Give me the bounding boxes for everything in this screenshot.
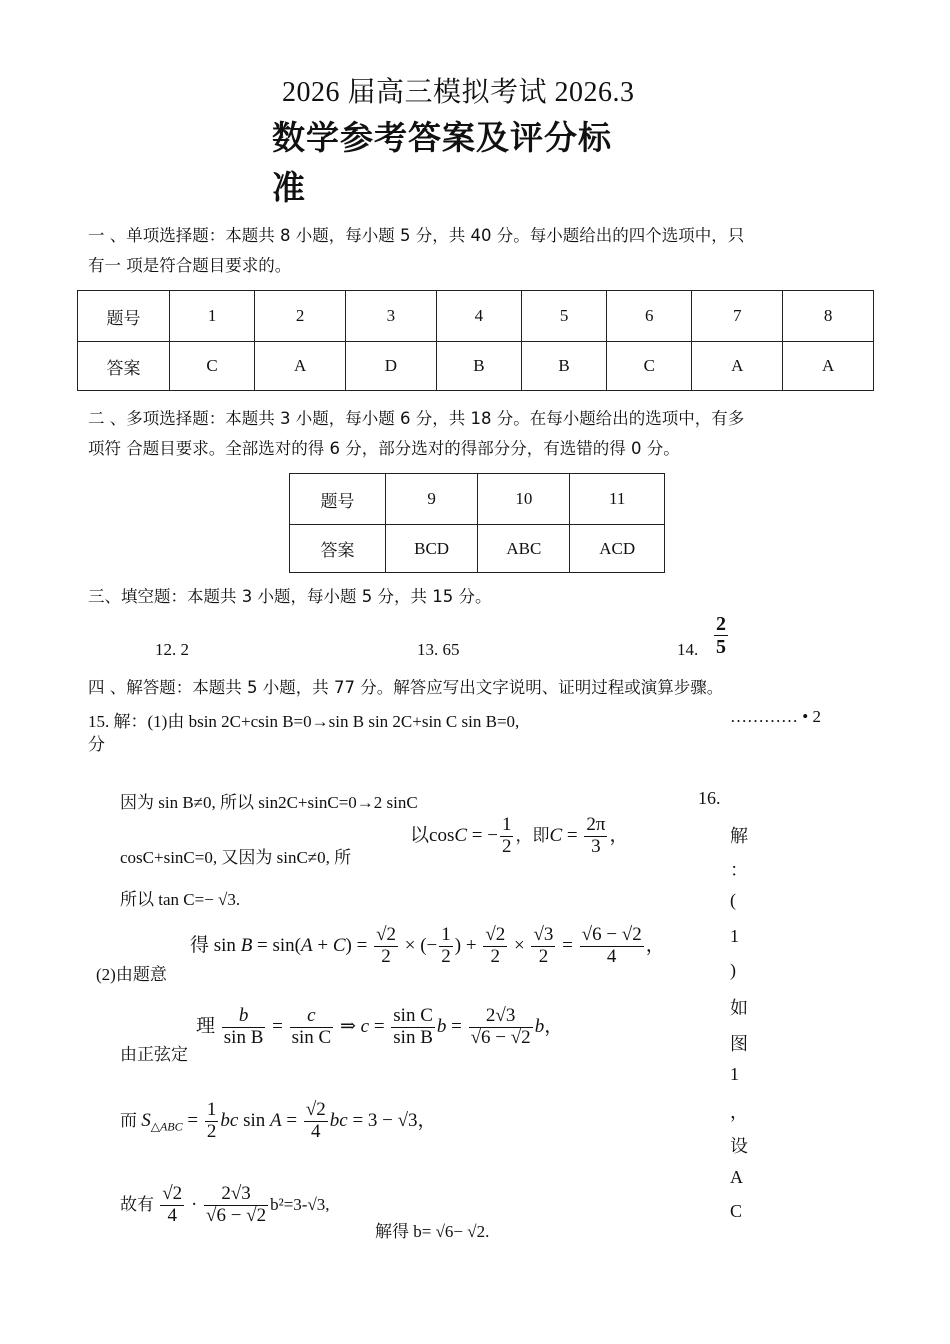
text-fragment: = − xyxy=(467,824,498,846)
text-fragment: ， xyxy=(645,934,665,956)
fraction-numerator: 1 xyxy=(501,814,512,835)
fraction-numerator: b xyxy=(222,1006,266,1028)
fraction-denominator: 5 xyxy=(716,636,726,658)
text-fragment: ) + xyxy=(454,934,482,956)
vertical-char: 1 xyxy=(730,926,739,946)
multi-choice-table xyxy=(289,473,665,573)
text-fragment: = xyxy=(557,934,578,956)
text-fragment: ⇒ xyxy=(335,1015,361,1037)
section1-heading: 一 、单项选择题：本题共 8 小题，每小题 5 分，共 40 分。每小题给出的四个选项中，只 xyxy=(88,226,745,245)
fraction-numerator: sin C xyxy=(393,1005,433,1026)
question-number: 8 xyxy=(783,291,874,342)
vertical-char: ) xyxy=(730,960,736,980)
vertical-char: 设 xyxy=(730,1136,748,1156)
question-number: 11 xyxy=(570,474,665,525)
fraction-numerator: 2 xyxy=(716,613,726,635)
question-number: 5 xyxy=(521,291,606,342)
answer-12: 12. 2 xyxy=(155,640,189,659)
text-fragment: = 3 − √3， xyxy=(347,1109,437,1131)
text-fragment: ) = xyxy=(345,934,373,956)
math-var: A xyxy=(270,1109,282,1131)
fraction-denominator: √6 − √2 xyxy=(470,1026,531,1048)
question-number: 4 xyxy=(436,291,521,342)
vertical-char: A xyxy=(730,1167,743,1187)
section1-heading-cont: 有一 项是符合题目要求的。 xyxy=(88,256,292,275)
question-number: 2 xyxy=(255,291,346,342)
fraction-denominator: 4 xyxy=(311,1120,321,1142)
solution15-line3: cosC+sinC=0, 又因为 sinC≠0, 所 xyxy=(120,848,352,867)
fraction-denominator: 2 xyxy=(490,945,501,967)
text-fragment: 故有 xyxy=(120,1194,159,1214)
question-number: 10 xyxy=(478,474,570,525)
answer-cell: C xyxy=(170,342,255,391)
exam-title: 2026 届高三模拟考试 2026.3 xyxy=(282,77,635,108)
fraction-numerator: 2√3 xyxy=(469,1006,533,1028)
fraction-numerator: √2 xyxy=(305,1099,326,1120)
math-var: c xyxy=(360,1015,370,1037)
question-number: 7 xyxy=(692,291,783,342)
vertical-char: 如 xyxy=(730,998,748,1018)
answer-label: 答案 xyxy=(290,525,386,573)
fraction-denominator: 2 xyxy=(501,835,512,857)
text-fragment: 以 xyxy=(410,824,430,846)
doc-title-cont: 准 xyxy=(272,168,305,207)
fraction-denominator: 2 xyxy=(538,945,549,967)
text-fragment: ，即 xyxy=(515,825,550,845)
answer-cell: B xyxy=(436,342,521,391)
vertical-char: C xyxy=(730,1201,743,1221)
section2-heading: 二 、多项选择题：本题共 3 小题，每小题 6 分，共 18 分。在每小题给出的选项中，有多 xyxy=(88,409,745,428)
vertical-char: ( xyxy=(730,890,736,910)
solution15-line1: 15. 解：(1)由 bsin 2C+csin B=0→sin B sin 2C+sin C sin B=0, xyxy=(88,712,520,731)
fraction-denominator: sin B xyxy=(223,1026,264,1048)
answer-13: 13. 65 xyxy=(417,640,460,659)
math-var: C xyxy=(549,824,563,846)
section2-heading-cont: 项符 合题目要求。全部选对的得 6 分，部分选对的得部分分，有选错的得 0 分。 xyxy=(88,439,680,458)
question-number: 1 xyxy=(170,291,255,342)
math-var: bc xyxy=(220,1109,239,1131)
fraction-denominator: 2 xyxy=(441,945,451,967)
fraction-denominator: 4 xyxy=(606,945,617,967)
math-var: b xyxy=(534,1015,545,1037)
text-fragment: × (− xyxy=(400,934,438,956)
area-equation xyxy=(120,1100,437,1143)
subscript: △ABC xyxy=(150,1119,183,1134)
text-fragment: + xyxy=(312,934,333,956)
score-unit: 分 xyxy=(88,735,105,754)
math-var: C xyxy=(332,934,346,956)
text-fragment: = xyxy=(369,1015,390,1037)
solution15-line4: 所以 tan C=− √3. xyxy=(120,890,241,909)
fraction-numerator: √2 xyxy=(376,924,397,945)
sinB-equation xyxy=(190,925,665,968)
vertical-char: 图 xyxy=(730,1034,748,1054)
answer-14-label: 14. xyxy=(677,640,699,659)
answer-label: 答案 xyxy=(78,342,170,391)
text-fragment: = xyxy=(562,824,583,846)
answer-cell: ABC xyxy=(478,525,570,573)
fraction-numerator: √2 xyxy=(162,1183,183,1204)
text-fragment: cos xyxy=(429,824,455,846)
question-number: 3 xyxy=(345,291,436,342)
vertical-char: ， xyxy=(730,1102,748,1122)
sine-law-label: 由正弦定 xyxy=(120,1045,188,1064)
vertical-char: ： xyxy=(730,860,748,880)
doc-title: 数学参考答案及评分标 xyxy=(272,118,612,157)
answer-cell: D xyxy=(345,342,436,391)
answer-14-fraction xyxy=(712,613,730,658)
answer-cell: ACD xyxy=(570,525,665,573)
fraction-numerator: 1 xyxy=(206,1099,217,1120)
answer-cell: B xyxy=(521,342,606,391)
fraction-denominator: 4 xyxy=(167,1204,177,1226)
answer-cell: C xyxy=(607,342,692,391)
math-var: bc xyxy=(329,1109,348,1131)
vertical-char: 16. xyxy=(698,788,721,808)
header-label: 题号 xyxy=(290,474,386,525)
fraction-numerator: c xyxy=(290,1006,334,1028)
fraction-numerator: √2 xyxy=(485,924,506,945)
table-row-answers xyxy=(290,525,665,573)
fraction-numerator: √3 xyxy=(533,924,554,945)
text-fragment: ， xyxy=(544,1015,564,1037)
question-number: 6 xyxy=(607,291,692,342)
text-fragment: 而 xyxy=(120,1110,142,1130)
answer-cell: A xyxy=(783,342,874,391)
text-fragment: b²=3-√3, xyxy=(270,1194,330,1214)
vertical-char: 解 xyxy=(730,826,748,846)
text-fragment: ， xyxy=(609,824,629,846)
fraction-denominator: sin B xyxy=(393,1026,433,1048)
fraction-numerator: √6 − √2 xyxy=(581,924,642,945)
math-var: b xyxy=(436,1015,447,1037)
section4-heading: 四 、解答题：本题共 5 小题，共 77 分。解答应写出文字说明、证明过程或演算步骤。 xyxy=(88,678,724,697)
part2-label: (2)由题意 xyxy=(96,965,167,984)
sine-law-equation xyxy=(196,1006,563,1049)
text-fragment: · xyxy=(186,1193,203,1215)
text-fragment: = xyxy=(267,1015,288,1037)
text-fragment: = sin( xyxy=(252,934,302,956)
text-fragment: = xyxy=(446,1015,467,1037)
fraction-numerator: 2π xyxy=(586,814,606,835)
fraction-denominator: sin C xyxy=(291,1026,332,1048)
vertical-char: 1 xyxy=(730,1064,739,1084)
text-fragment: = xyxy=(182,1109,203,1131)
math-var: A xyxy=(301,934,313,956)
solution15-line2: 因为 sin B≠0, 所以 sin2C+sinC=0→2 sinC xyxy=(120,793,418,812)
section3-heading: 三、填空题：本题共 3 小题，每小题 5 分，共 15 分。 xyxy=(88,587,492,606)
fraction-denominator: √6 − √2 xyxy=(206,1204,267,1226)
fraction-denominator: 3 xyxy=(591,835,601,857)
fraction-numerator: 2√3 xyxy=(204,1184,268,1206)
text-fragment: sin xyxy=(238,1109,270,1131)
math-var: B xyxy=(240,934,253,956)
fraction-denominator: 2 xyxy=(381,945,391,967)
score-dots: ………… • 2 xyxy=(730,707,821,726)
text-fragment: × xyxy=(509,934,530,956)
solution-b: 解得 b= √6− √2. xyxy=(375,1222,490,1241)
final-equation xyxy=(120,1184,330,1227)
question-number: 9 xyxy=(386,474,478,525)
text-fragment: = xyxy=(281,1109,302,1131)
text-fragment: 得 sin xyxy=(190,934,241,956)
header-label: 题号 xyxy=(78,291,170,342)
text-fragment: 理 xyxy=(196,1015,220,1037)
answer-cell: BCD xyxy=(386,525,478,573)
table-row-answers xyxy=(78,342,874,391)
math-var: C xyxy=(454,824,468,846)
answer-cell: A xyxy=(692,342,783,391)
table-row-numbers xyxy=(290,474,665,525)
cosC-equation xyxy=(410,815,628,858)
fraction-numerator: 1 xyxy=(441,924,451,945)
answer-cell: A xyxy=(255,342,346,391)
fraction-denominator: 2 xyxy=(206,1120,217,1142)
single-choice-table xyxy=(77,290,874,391)
table-row-numbers xyxy=(78,291,874,342)
math-var: S xyxy=(141,1109,151,1131)
